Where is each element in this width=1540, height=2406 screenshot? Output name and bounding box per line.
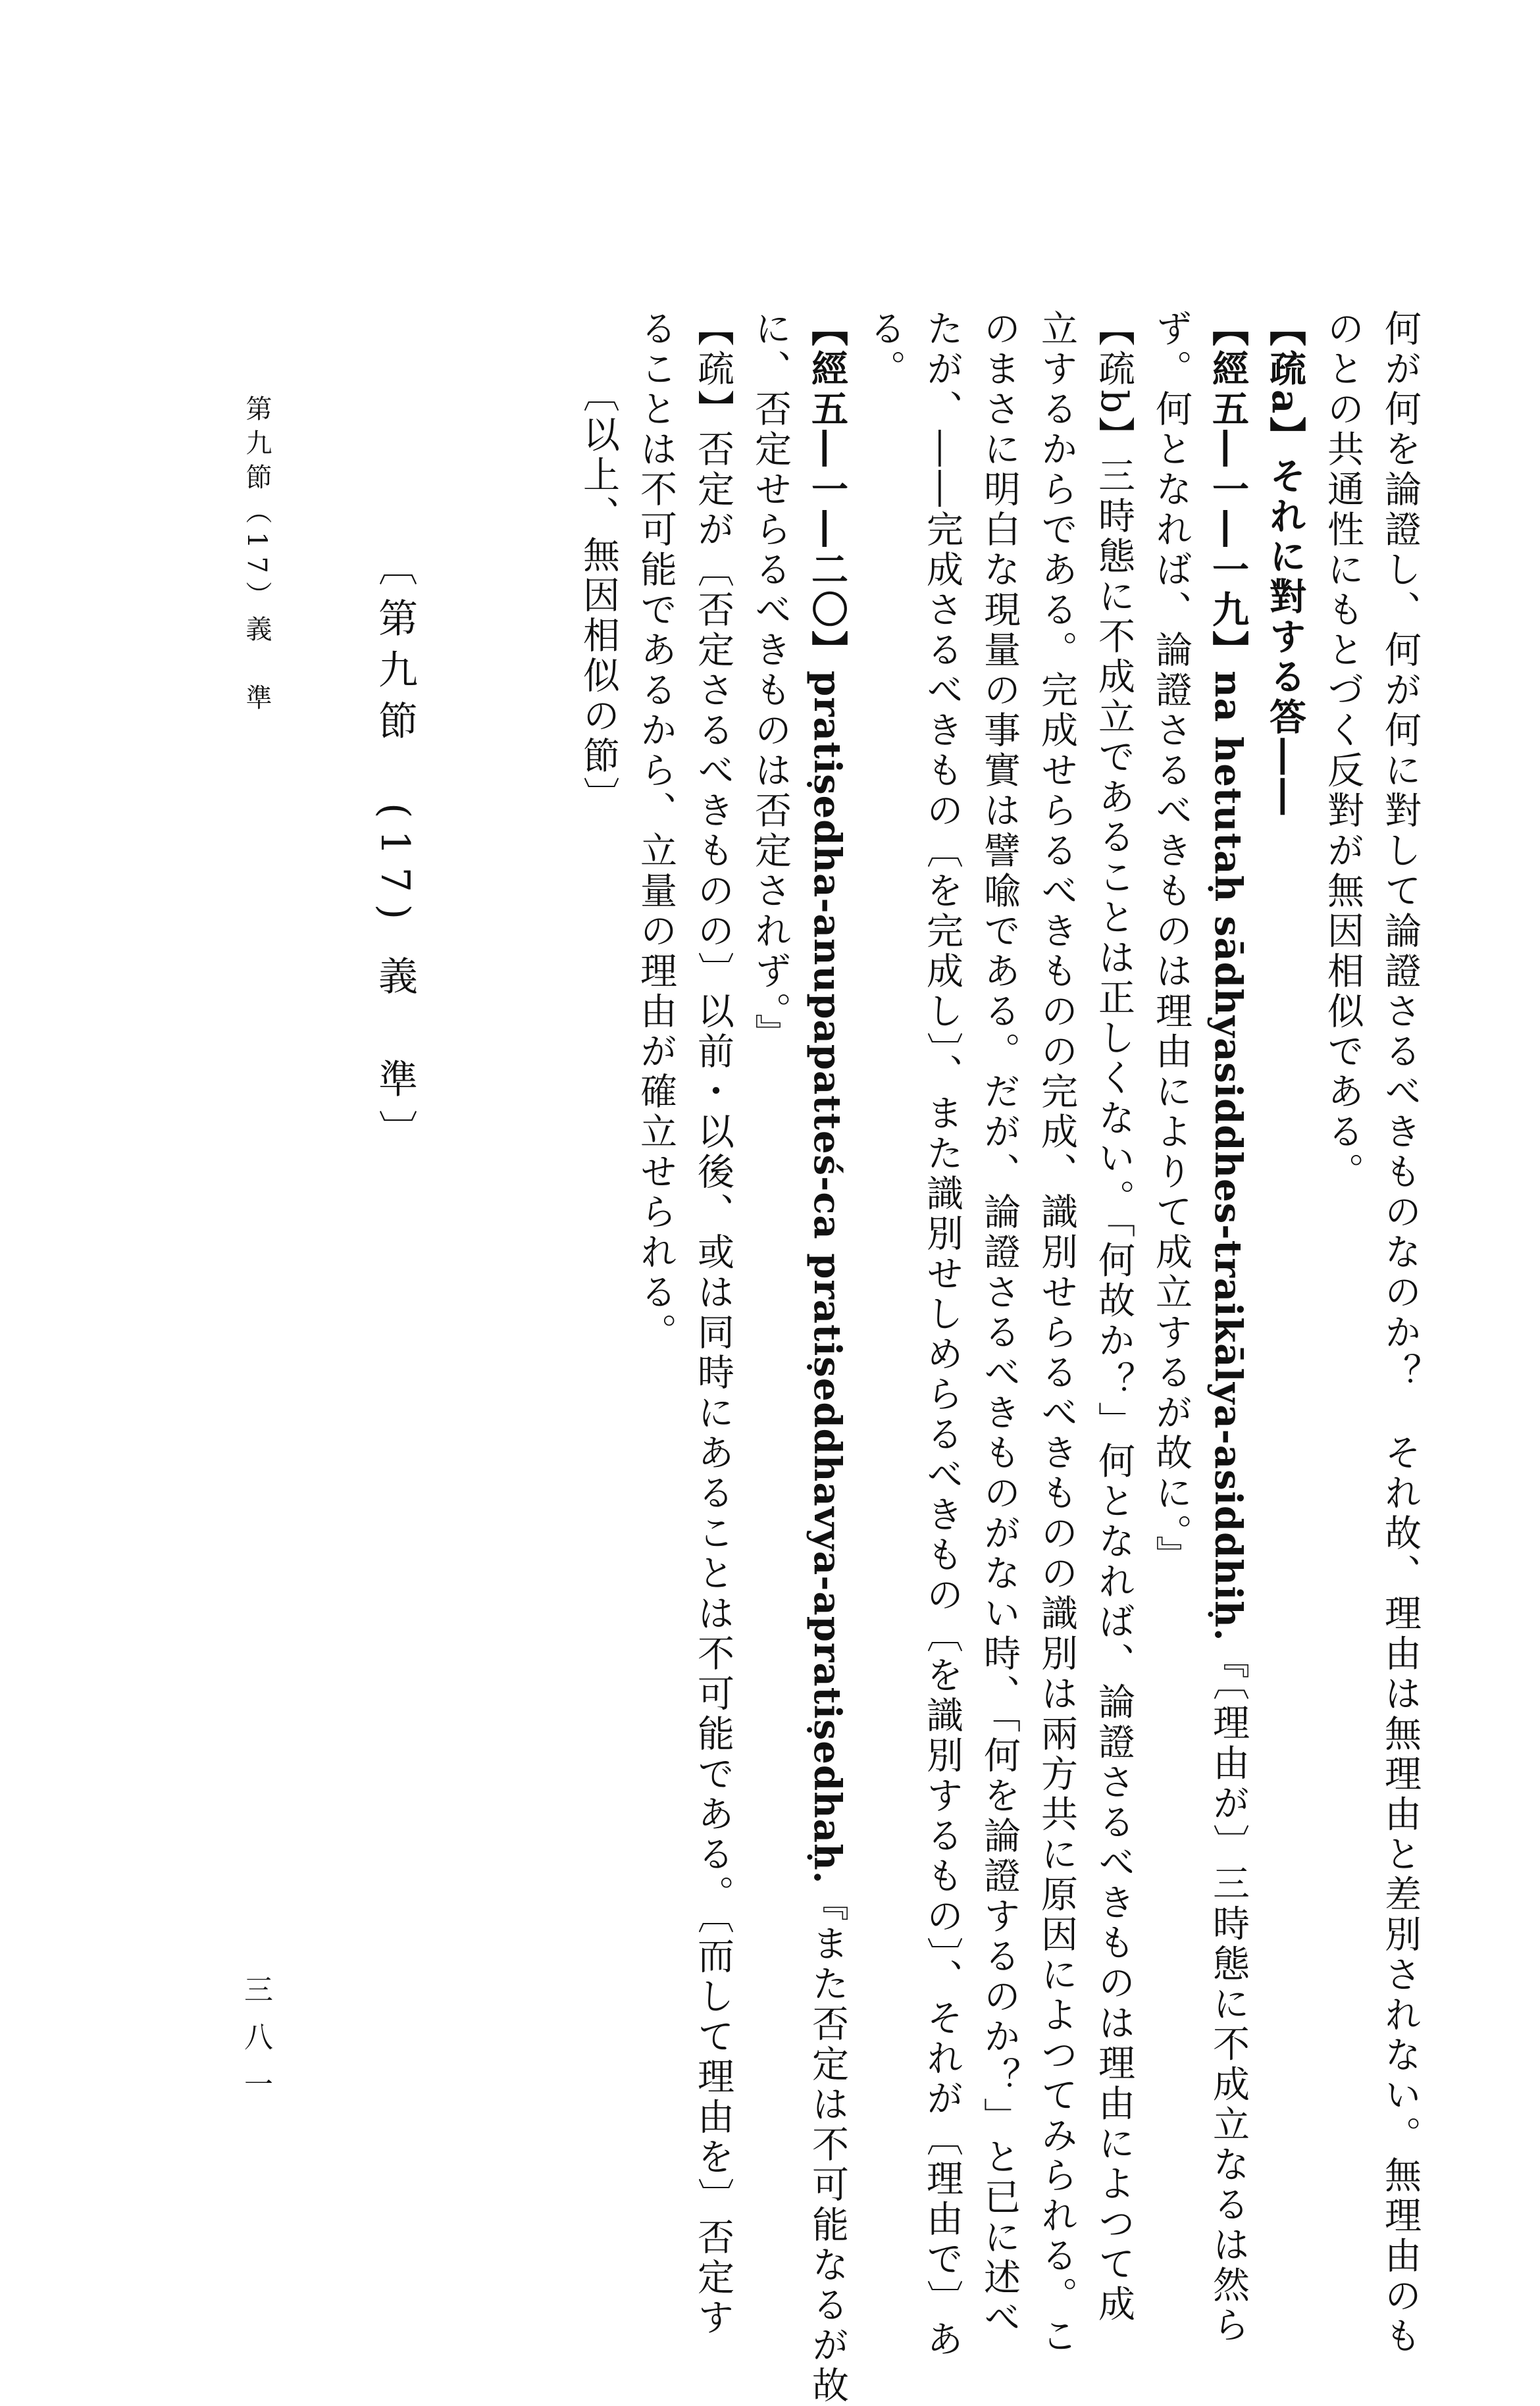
running-head: 第九節（17）義 準 [242,395,272,718]
section-end-note: 〔以上、無因相似の節〕 [577,375,620,817]
page-number: 三八一 [239,1974,272,2116]
text-column-14: ることは不可能であるから、立量の理由が確立せられる。 [634,309,677,1353]
text-column-7: 立するからである。完成せらるべきものの完成、識別せらるべきものの識別は兩方共に原因によつてみられる。こ [1035,309,1078,2357]
sutra-5-1-19-column [1206,309,1250,2346]
text-column-5: ず。何となれば、論證さるべきものは理由によりて成立するが故に。』 [1150,309,1193,1575]
text-column-10: る。 [863,309,906,390]
commentary-a-label: 【疏a】それに對する答―― [1264,309,1307,819]
text-column-1: 何が何を論證し、何が何に對して論證さるべきものなのか？ それ故、理由は無理由と差別されない。無理由のも [1379,309,1422,2357]
text-column-6: 【疏b】三時態に不成立であることは正しくない。「何故か？」何となれば、論證さるべきものは理由によつて成 [1092,309,1135,2325]
sutra-5-1-19-translation: 『〔理由が〕三時態に不成立なるは然ら [1207,1641,1250,2346]
text-column-13: 【疏】否定が〔否定さるべきものの〕以前・以後、或は同時にあることは不可能である。〔而して理由を〕否定す [692,309,734,2338]
text-column-12: に、否定せらるべきものは否定されず。』 [749,309,792,1054]
text-column-9: たが、――完成さるべきもの〔を完成し〕、また識別せしめらるべきもの〔を識別するもの〕、それが〔理由で〕あ [921,309,963,2360]
sutra-5-1-20-column [806,309,849,2406]
sutra-5-1-20-translation: 『また否定は不可能なるが故 [806,1884,849,2406]
sutra-5-1-19-label: 【經五―一―一九】 [1206,309,1250,671]
sutra-5-1-20-sanskrit: pratiṣedha-anupapatteś-ca pratiṣeddhavya-apratiṣedhaḥ. [806,671,849,1885]
section-heading: 〔第九節 (17) 義 準〕 [372,546,418,1162]
sutra-5-1-19-sanskrit: na hetutaḥ sādhyasiddhes-traikālya-asiddhiḥ. [1206,671,1250,1642]
sutra-5-1-20-label: 【經五―一―二〇】 [806,309,849,671]
text-column-2: のとの共通性にもとづく反對が無因相似である。 [1322,309,1364,1192]
text-column-8: のまさに明白な現量の事實は譬喩である。だが、論證さるべきものがない時、「何を論證するのか？」と已に述べ [978,309,1021,2338]
